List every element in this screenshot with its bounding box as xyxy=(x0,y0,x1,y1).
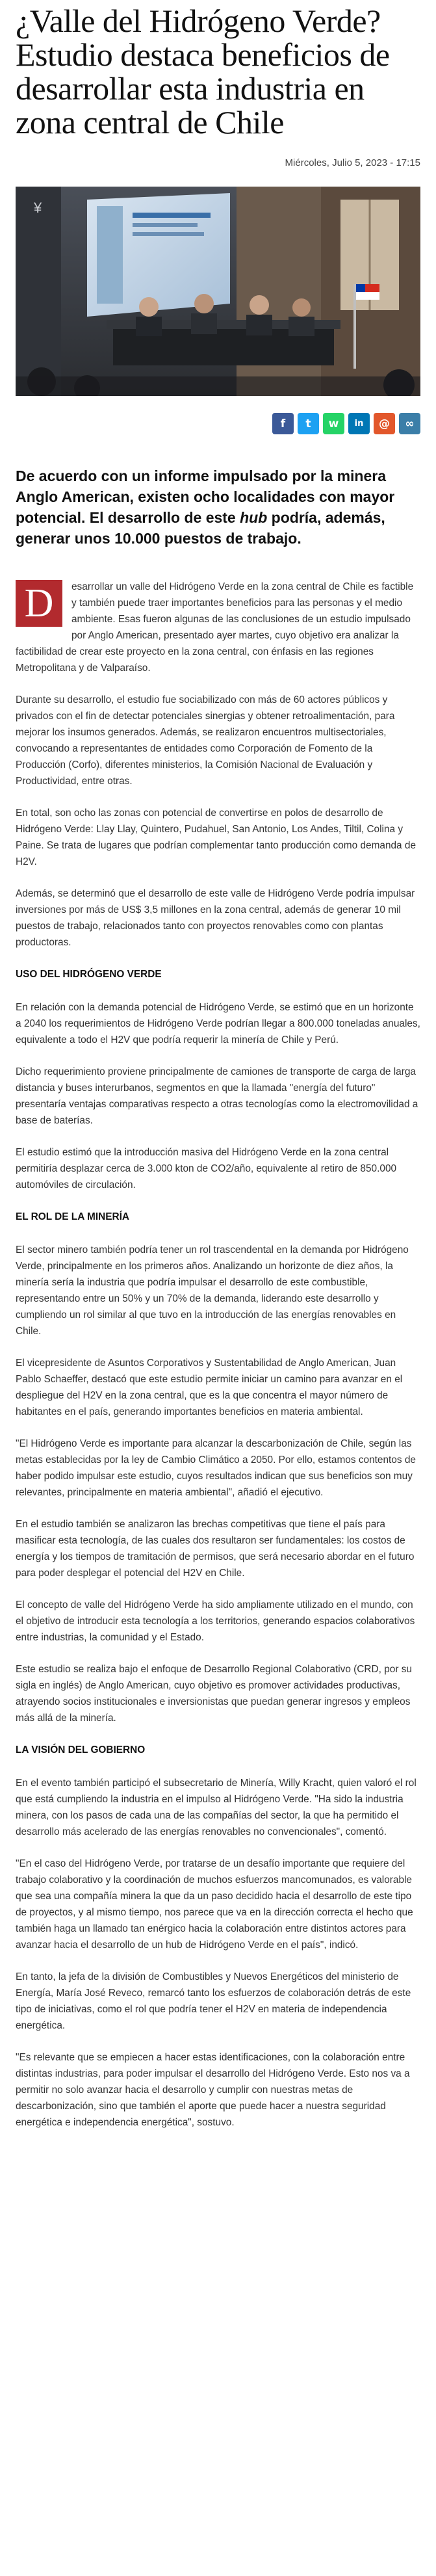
article-title: ¿Valle del Hidrógeno Verde? Estudio destaca beneficios de desarrollar esta industria en zona central de Chile xyxy=(16,3,390,140)
paragraph: El estudio estimó que la introducción masiva del Hidrógeno Verde en la zona central permitiría desplazar cerca de 3.000 kton de CO2/año, equivalente al retiro de 850.000 automóviles de circulación. xyxy=(16,1147,397,1190)
article xyxy=(16,0,420,2146)
linkedin-share-button[interactable] xyxy=(348,413,370,434)
paragraph: Durante su desarrollo, el estudio fue sociabilizado con más de 60 actores públicos y privados con el fin de detectar potenciales sinergias y obtener retroalimentación, para mejorar los insumos generados. Además, se realizaron encuentros multisectoriales, convocando a representantes de entidades como Corporación de Fomento de la Producción (Corfo), diferentes ministerios, la Comisión Nacional de Evaluación y Productividad, entre otras. xyxy=(16,694,395,787)
paragraph-text: esarrollar un valle del Hidrógeno Verde en la zona central de Chile es factible y también puede traer importantes beneficios para las personas y el medio ambiente. Esas fueron algunas de las conclusiones de un estudio impulsado por Anglo American, presentado ayer martes, cuyo objetivo era analizar la factibilidad de crear este proyecto en la zona central, con énfasis en las regiones Metropolitana y de Valparaíso. xyxy=(16,581,414,674)
paragraph: El concepto de valle del Hidrógeno Verde ha sido ampliamente utilizado en el mundo, con el objetivo de introducir esta tecnología a los territorios, generando espacios colaborativos entre industrias, la comunidad y el Estado. xyxy=(16,1599,415,1643)
paragraph: Además, se determinó que el desarrollo de este valle de Hidrógeno Verde podría impulsar inversiones por más de US$ 3,5 millones en la zona central, además de generar 10 mil puestos de trabajo, relacionados tanto con proyectos renovables como con plantas productoras. xyxy=(16,888,415,948)
facebook-icon: f xyxy=(280,417,286,430)
paragraph: "Es relevante que se empiecen a hacer estas identificaciones, con la colaboración entre distintas industrias, para poder impulsar el desarrollo del Hidrógeno Verde. Esto nos va a permitir no solo avanzar hacia el desarrollo y cumplir con nuestras metas de descarbonización, sino que también el aporte que puede hacer a nuestra seguridad energética e independencia energética", sostuvo. xyxy=(16,2052,410,2128)
lead-text-2: podría, además, generar unos 10.000 puestos de trabajo. xyxy=(16,509,385,547)
article-lead xyxy=(16,466,420,549)
paragraph: "El Hidrógeno Verde es importante para alcanzar la descarbonización de Chile, según las metas establecidas por la ley de Cambio Climático a 2050. Por ello, estamos contentos de haber podido impulsar este estudio, cuyos resultados indican que sus beneficios son muy relevantes, principalmente en materia ambiental", añadió el ejecutivo. xyxy=(16,1438,416,1498)
svg-text:¥: ¥ xyxy=(34,200,42,216)
dropcap: D xyxy=(16,580,62,627)
section-heading: LA VISIÓN DEL GOBIERNO xyxy=(16,1744,146,1755)
paragraph: El vicepresidente de Asuntos Corporativos y Sustentabilidad de Anglo American, Juan Pablo Schaeffer, destacó que este estudio permite iniciar un camino para avanzar en el despliegue del H2V en la zona central, que es la que concentra el mayor número de habitantes en el país, generando importantes beneficios en materia ambiental. xyxy=(16,1358,403,1417)
link-icon: ∞ xyxy=(405,417,415,430)
article-photo xyxy=(16,187,420,396)
article-body xyxy=(16,579,420,2131)
article-date: Miércoles, Julio 5, 2023 - 17:15 xyxy=(285,157,420,168)
lead-emphasis: hub xyxy=(240,509,268,526)
paragraph: En el evento también participó el subsecretario de Minería, Willy Kracht, quien valoró el rol que está cumpliendo la industria en el impulso al Hidrógeno Verde. "Ha sido la industria minera, con los pasos de cada una de las compañías del sector, la que ha permitido el desarrollo más acelerado de las energías renovables no convencionales", comentó. xyxy=(16,1778,417,1837)
paragraph: En el estudio también se analizaron las brechas competitivas que tiene el país para masificar esta tecnología, de las cuales dos resultaron ser fundamentales: los costos de energía y los tiempos de tramitación de permisos, que será necesario abordar en el futuro para poder desplegar el potencial del H2V en Chile. xyxy=(16,1519,415,1579)
twitter-share-button[interactable] xyxy=(298,413,319,434)
section-heading: USO DEL HIDRÓGENO VERDE xyxy=(16,969,162,980)
paragraph: Este estudio se realiza bajo el enfoque de Desarrollo Regional Colaborativo (CRD, por su sigla en inglés) de Anglo American, cuyo objetivo es promover actividades productivas, atrayendo socios institucionales e inversionistas que puedan generar ingresos y empleos más allá de la minería. xyxy=(16,1664,412,1724)
paragraph: Dicho requerimiento proviene principalmente de camiones de transporte de carga de larga distancia y buses interurbanos, segmentos en que la llamada "energía del futuro" presentaría ventajas comparativas respecto a otras tecnologías como la electromovilidad a base de baterías. xyxy=(16,1066,418,1126)
paragraph: En tanto, la jefa de la división de Combustibles y Nuevos Energéticos del ministerio de Energía, María José Reveco, remarcó tanto los esfuerzos de colaboración detrás de este tipo de iniciativas, como el rol que podría tener el H2V en materia de independencia energética. xyxy=(16,1971,411,2031)
whatsapp-share-button[interactable] xyxy=(323,413,344,434)
share-bar xyxy=(16,413,420,434)
whatsapp-icon: w xyxy=(328,417,339,430)
paragraph: El sector minero también podría tener un rol trascendental en la demanda por Hidrógeno Verde, principalmente en los primeros años. Analizando un horizonte de diez años, la minería sería la industria que podría impulsar el desarrollo de este combustible, representando entre un 50% y un 70% de la demanda, liderando este desarrollo y cumpliendo un rol similar al que tuvo en la introducción de las energías renovables en Chile. xyxy=(16,1244,409,1337)
facebook-share-button[interactable] xyxy=(272,413,294,434)
lead-text-1: De acuerdo con un informe impulsado por la minera Anglo American, existen ocho localidades con mayor potencial. El desarrollo de este xyxy=(16,467,395,526)
linkedin-icon: in xyxy=(354,419,364,428)
paragraph xyxy=(16,579,420,676)
paragraph: En relación con la demanda potencial de Hidrógeno Verde, se estimó que en un horizonte a 2040 los requerimientos de Hidrógeno Verde podrían llegar a 800.000 toneladas anuales, equivalente a todo el H2V que podría requerir la minería de Chile y Perú. xyxy=(16,1002,420,1045)
twitter-icon: t xyxy=(305,417,311,430)
paragraph: "En el caso del Hidrógeno Verde, por tratarse de un desafío importante que requiere del trabajo colaborativo y la coordinación de muchos esfuerzos mancomunados, es valorable que sea una compañía minera la que da un paso decidido hacia el desarrollo de este tipo de proyectos, y al mismo tiempo, nos parece que va en la dirección correcta el hecho que también haga un llamado tan enérgico hacia la colaboración entre distintos actores para avanzar hacia el desarrollo de un hub de Hidrógeno Verde en el país", indicó. xyxy=(16,1858,413,1951)
email-icon: @ xyxy=(379,417,390,430)
email-share-button[interactable] xyxy=(374,413,395,434)
paragraph: En total, son ocho las zonas con potencial de convertirse en polos de desarrollo de Hidrógeno Verde: Llay Llay, Quintero, Pudahuel, San Antonio, Los Andes, Tiltil, Colina y Paine. Se trata de lugares que podrían complementar tanto producción como demanda de H2V. xyxy=(16,808,417,867)
event-photo-illustration xyxy=(16,187,420,396)
copy-link-button[interactable] xyxy=(399,413,420,434)
section-heading: EL ROL DE LA MINERÍA xyxy=(16,1211,130,1222)
